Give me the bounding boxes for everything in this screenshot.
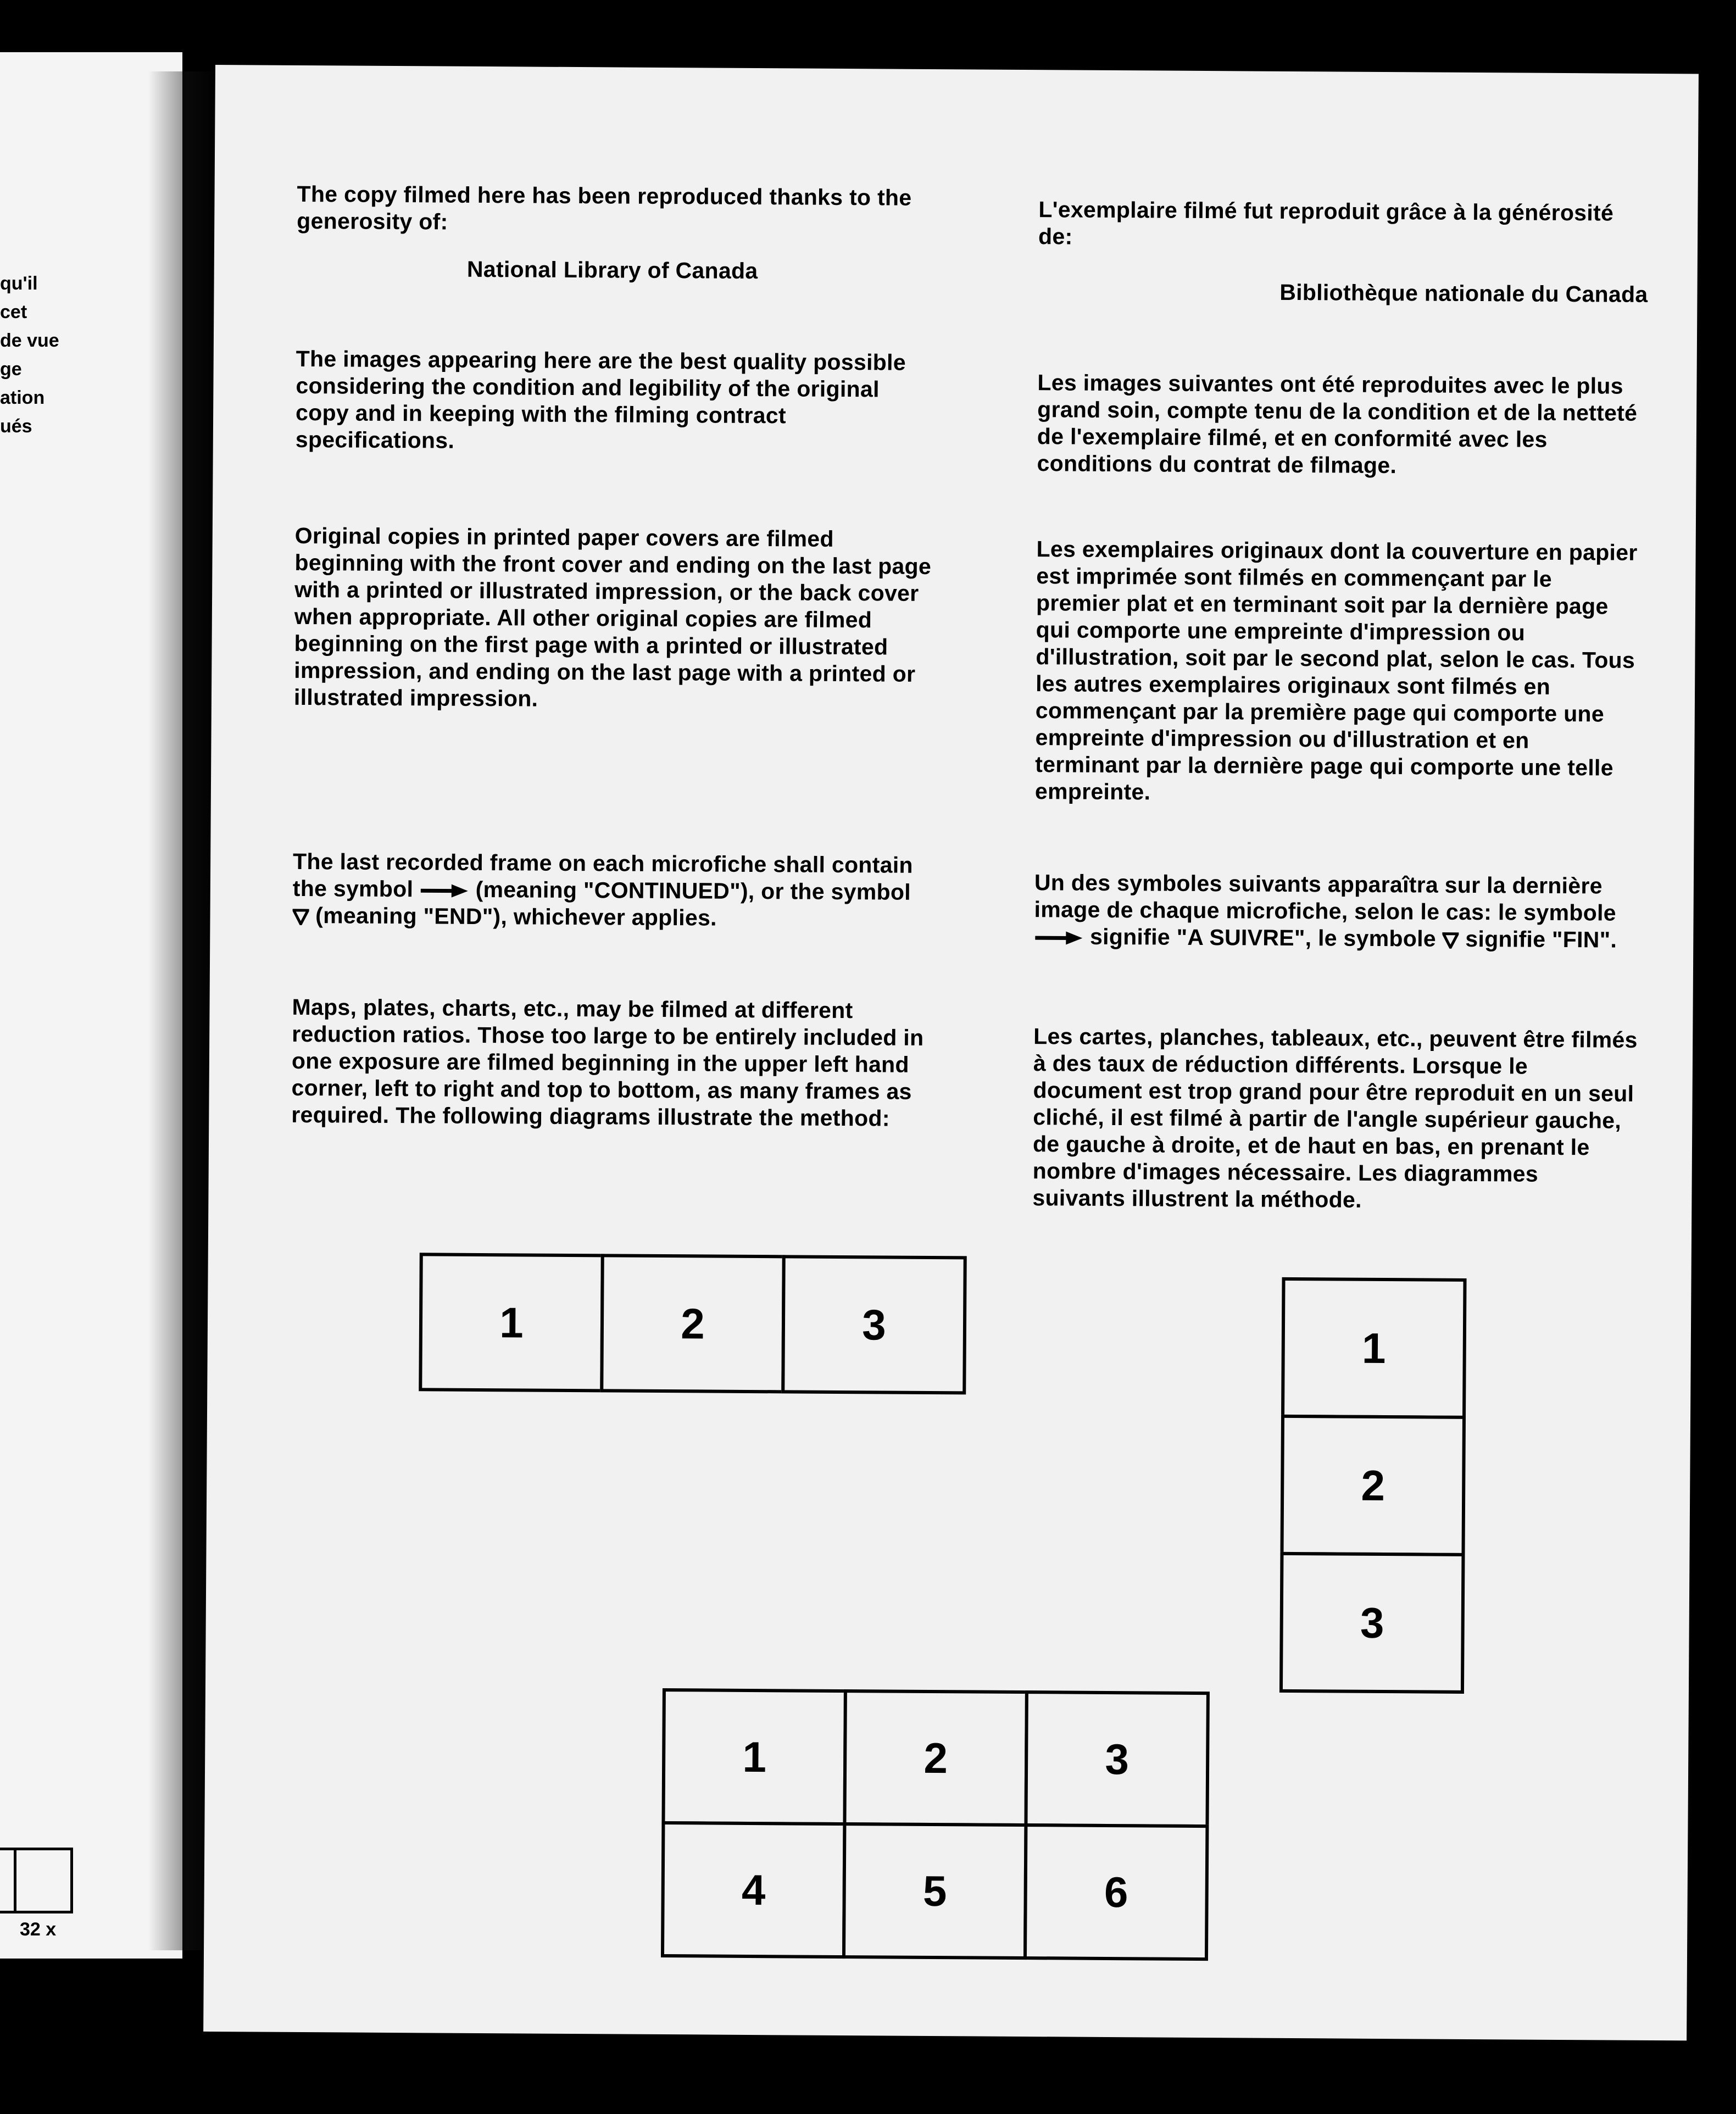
left-fragment-3: de vue <box>0 330 59 351</box>
left-fragment-2: cet <box>0 302 27 322</box>
en-thanks-paragraph: The copy filmed here has been reproduced thanks to the generosity of: <box>297 181 912 235</box>
right-arrow-icon <box>420 882 469 899</box>
down-triangle-icon <box>292 909 309 925</box>
fr-institution-name: Bibliothèque nationale du Canada <box>1279 279 1648 307</box>
fr-maps-paragraph: Les cartes, planches, tableaux, etc., peuvent être filmés à des taux de réduction différents. Lorsque le document est trop grand pour être reproduit en un seul cliché, il est filmé à partir de l'angle supérieur gauche, de gauche à droite, et de haut en bas, en prenant le nombre d'images nécessaire. Les diagrammes suivants illustrent la méthode. <box>1032 1023 1638 1212</box>
fr-symbol-text-c: signifie "FIN". <box>1465 926 1617 953</box>
frame-cell: 2 <box>843 1689 1028 1827</box>
frame-cell: 2 <box>600 1254 786 1393</box>
frame-cell: 1 <box>1281 1277 1467 1419</box>
frame-cell: 2 <box>1280 1415 1466 1556</box>
fr-quality-paragraph: Les images suivantes ont été reproduites avec le plus grand soin, compte tenu de la condition et de la netteté de l'exemplaire filmé, et en conformité avec les conditions du contrat de filmage. <box>1037 370 1638 479</box>
left-fragment-1: qu'il <box>0 273 38 294</box>
frame-cell: 3 <box>1024 1690 1210 1828</box>
frame-cell: 4 <box>661 1821 847 1959</box>
frame-cell: 1 <box>419 1253 604 1392</box>
frame-cell: 3 <box>1279 1552 1465 1694</box>
en-quality-paragraph: The images appearing here are the best quality possible considering the condition and legibility of the original copy and in keeping with the filming contract specifications. <box>295 346 906 453</box>
fr-symbol-paragraph <box>1034 869 1639 954</box>
fr-symbol-text-a: Un des symboles suivants apparaîtra sur la dernière image de chaque microfiche, selon le cas: le symbole <box>1034 870 1616 926</box>
en-original-copies-paragraph: Original copies in printed paper covers are filmed beginning with the front cover and ending on the last page with a printed or illustrated impression, or the back cover when appropriate. All other original copies are filmed beginning on the first page with a printed or illustrated impression, and ending on the last page with a printed or illustrated impression. <box>293 522 932 711</box>
microfilm-target-page <box>203 65 1699 2040</box>
left-fragment-4: ge <box>0 359 22 380</box>
right-arrow-icon <box>1034 930 1083 947</box>
reduction-ratio-label: 32 x <box>20 1919 57 1940</box>
frame-cell: 5 <box>842 1822 1028 1960</box>
fr-original-copies-paragraph: Les exemplaires originaux dont la couverture en papier est imprimée sont filmés en commençant par le premier plat et en terminant soit par la dernière page qui comporte une empreinte d'impression ou d'illustration, soit par le second plat, selon le cas. Tous les autres exemplaires originaux sont filmés en commençant par la première page qui comporte une empreinte d'impression ou d'illustration et en terminant par la dernière page qui comporte une telle empreinte. <box>1034 536 1638 805</box>
fr-thanks-paragraph: L'exemplaire filmé fut reproduit grâce à la générosité de: <box>1038 197 1614 249</box>
en-symbol-text-a: The last recorded frame on each microfiche shall contain the symbol <box>292 848 913 902</box>
down-triangle-icon <box>1443 932 1459 949</box>
left-fragment-6: ués <box>0 416 32 437</box>
left-fragment-5: ation <box>0 387 45 408</box>
fr-symbol-text-b: signifie "A SUIVRE", le symbole <box>1089 924 1437 952</box>
frame-cell: 3 <box>781 1255 967 1394</box>
frame-cell: 6 <box>1023 1823 1209 1961</box>
en-symbol-text-c: (meaning "END"), whichever applies. <box>315 903 717 931</box>
en-symbol-text-b: (meaning "CONTINUED"), or the symbol <box>475 876 911 905</box>
left-diagram-cell <box>14 1848 73 1913</box>
en-maps-paragraph: Maps, plates, charts, etc., may be filmed at different reduction ratios. Those too large to be entirely included in one exposure are filmed beginning in the upper left hand corner, left to right and top to bottom, as many frames as required. The following diagrams illustrate the method: <box>291 994 924 1131</box>
en-institution-name: National Library of Canada <box>466 256 758 284</box>
en-symbol-paragraph <box>292 848 930 933</box>
frame-cell: 1 <box>661 1688 847 1826</box>
